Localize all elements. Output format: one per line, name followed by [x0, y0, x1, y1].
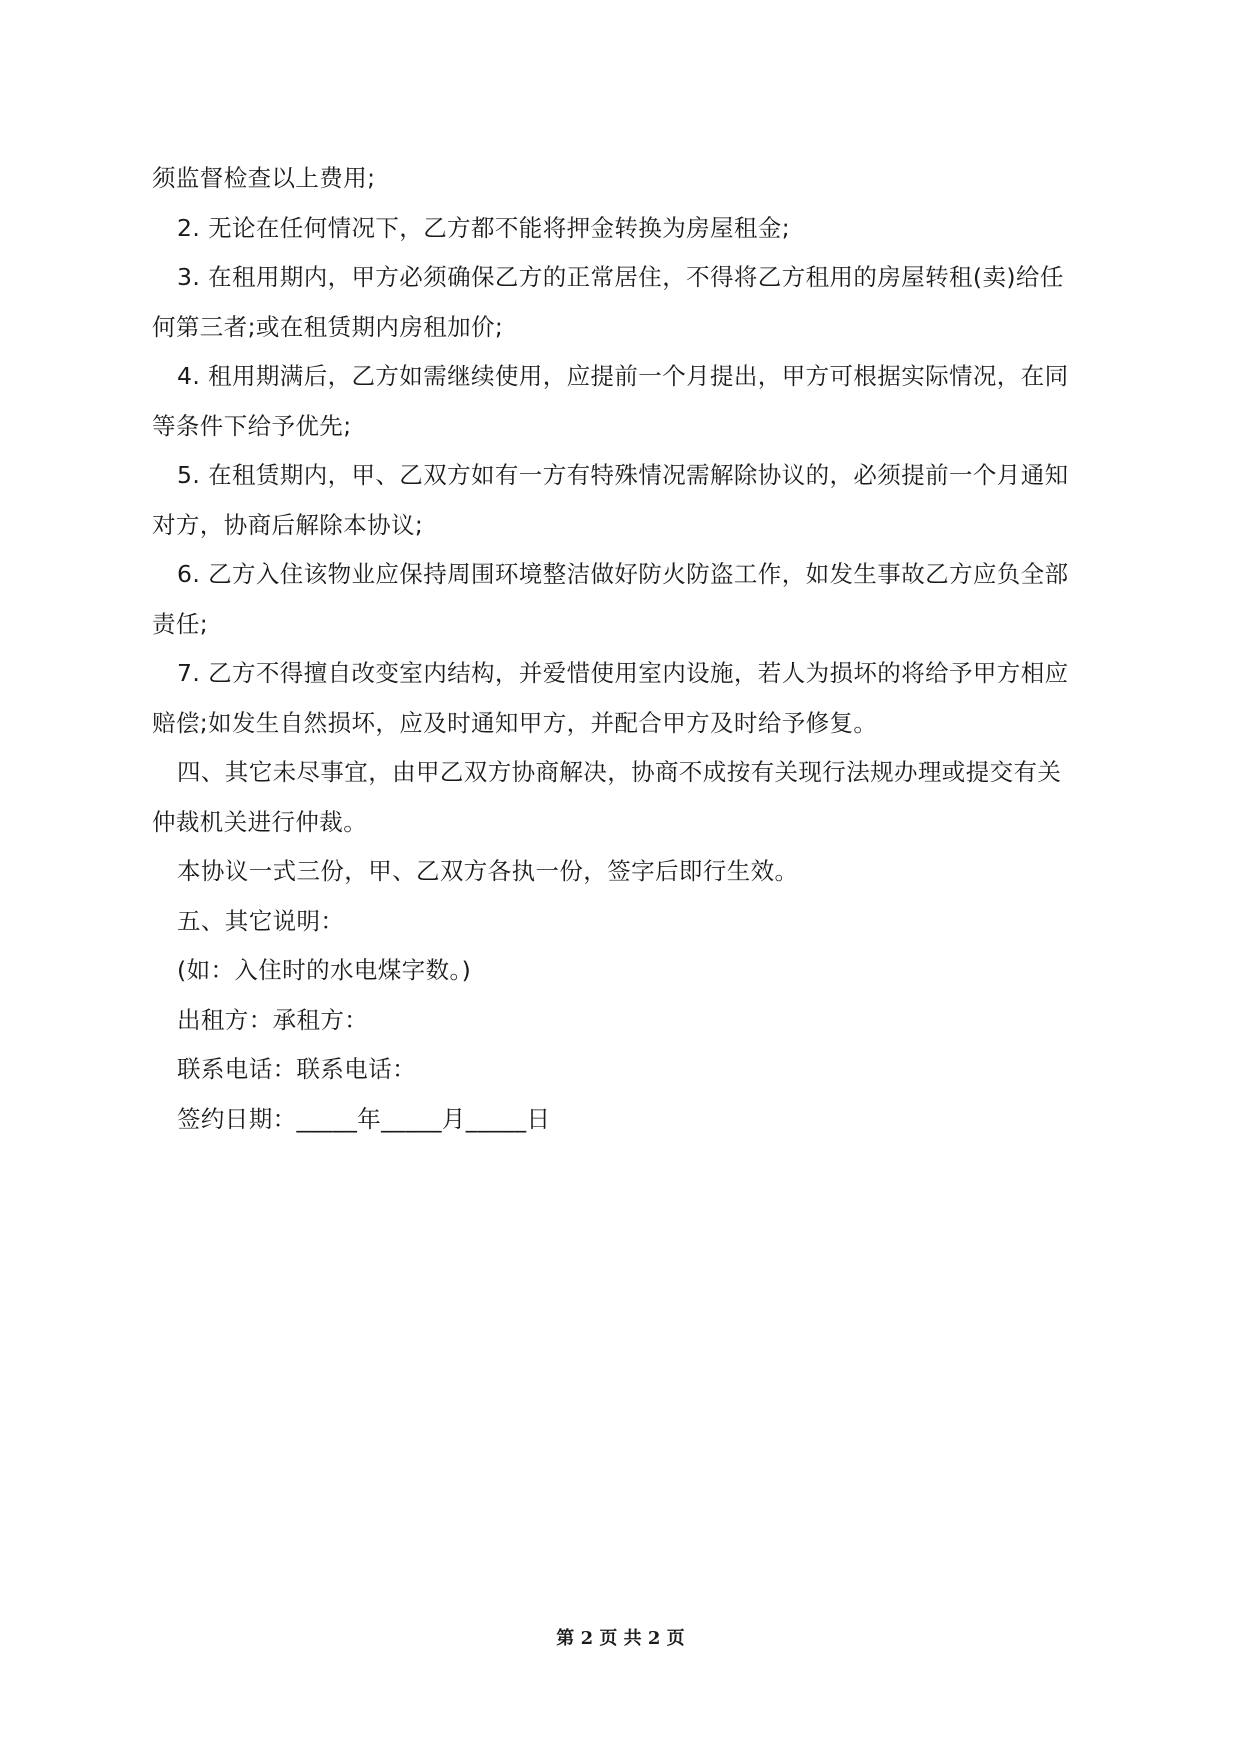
- parties-line: 出租方：承租方：: [177, 1005, 369, 1034]
- clause-6-line-1: 6. 乙方入住该物业应保持周围环境整洁做好防火防盗工作，如发生事故乙方应负全部: [177, 560, 1069, 588]
- clause-5-line-1: 5. 在租赁期内，甲、乙双方如有一方有特殊情况需解除协议的，必须提前一个月通知: [177, 461, 1069, 489]
- clause-7-line-2: 赔偿;如发生自然损坏，应及时通知甲方，并配合甲方及时给予修复。: [152, 708, 878, 737]
- copies-statement: 本协议一式三份，甲、乙双方各执一份，签字后即行生效。: [177, 857, 799, 885]
- clause-6-line-2: 责任;: [152, 609, 209, 638]
- contact-phone-line: 联系电话：联系电话：: [177, 1055, 416, 1083]
- section-4-line-1: 四、其它未尽事宜，由甲乙双方协商解决，协商不成按有关现行法规办理或提交有关: [177, 758, 1062, 786]
- clause-4-line-1: 4. 租用期满后，乙方如需继续使用，应提前一个月提出，甲方可根据实际情况，在同: [177, 362, 1069, 390]
- page-number-footer: 第 2 页 共 2 页: [556, 1628, 685, 1649]
- clause-7-line-1: 7. 乙方不得擅自改变室内结构，并爱惜使用室内设施，若人为损坏的将给予甲方相应: [177, 659, 1069, 687]
- section-5-heading: 五、其它说明：: [177, 906, 345, 935]
- clause-3-line-2: 何第三者;或在租赁期内房租加价;: [152, 312, 504, 341]
- clause-2: 2. 无论在任何情况下，乙方都不能将押金转换为房屋租金;: [177, 213, 791, 242]
- line-1: 须监督检查以上费用;: [152, 164, 376, 192]
- section-4-line-2: 仲裁机关进行仲裁。: [152, 807, 368, 836]
- clause-3-line-1: 3. 在租用期内，甲方必须确保乙方的正常居住，不得将乙方租用的房屋转租(卖)给任: [177, 263, 1064, 291]
- section-5-note: (如：入住时的水电煤字数。): [177, 956, 472, 984]
- clause-5-line-2: 对方，协商后解除本协议;: [152, 510, 424, 539]
- clause-4-line-2: 等条件下给予优先;: [152, 411, 352, 440]
- document-body: [152, 154, 1092, 1144]
- signing-date-line: 签约日期：_____年_____月_____日: [177, 1104, 551, 1133]
